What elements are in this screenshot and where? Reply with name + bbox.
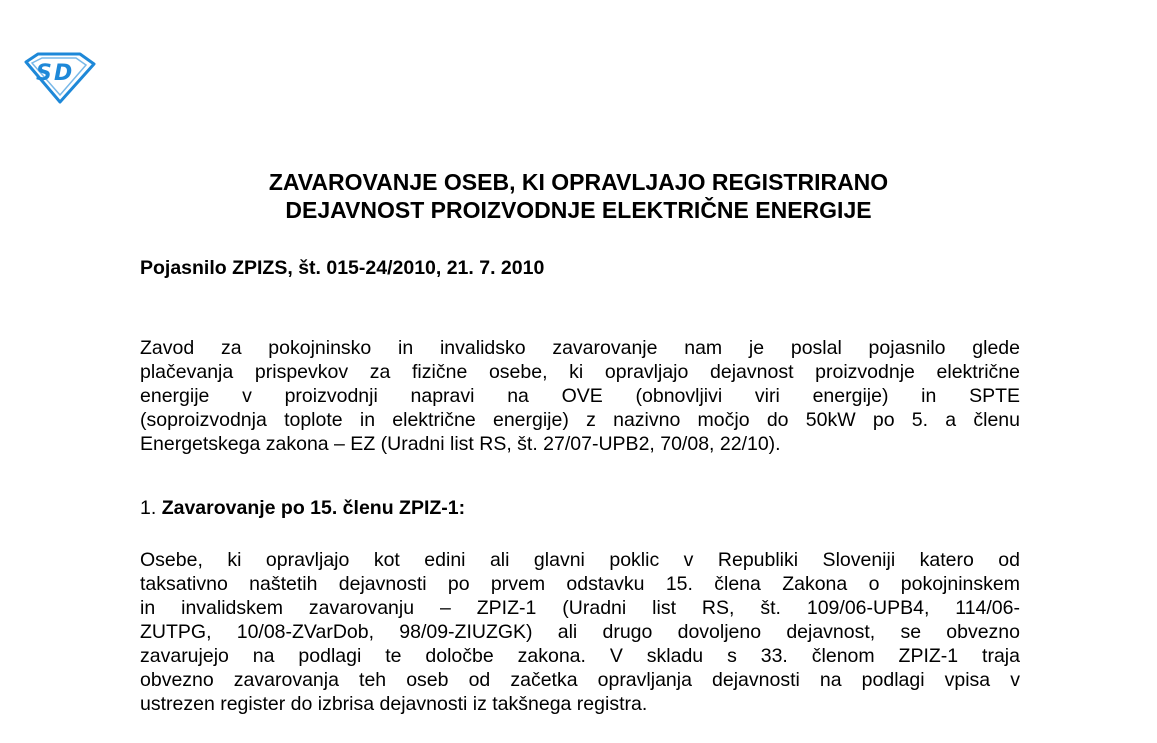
section-number: 1. (140, 497, 157, 519)
paragraph-line: Energetskega zakona – EZ (Uradni list RS, št. 27/07-UPB2, 70/08, 22/10). (140, 433, 781, 455)
paragraph-line: Osebe, ki opravljajo kot edini ali glavni poklic v Republiki Sloveniji katero od (140, 549, 1020, 571)
title-line-1: ZAVAROVANJE OSEB, KI OPRAVLJAJO REGISTRIRANO (268, 169, 889, 195)
paragraph-line: energije v proizvodnji napravi na OVE (obnovljivi viri energije) in SPTE (140, 385, 1020, 407)
title-line-2: DEJAVNOST PROIZVODNJE ELEKTRIČNE ENERGIJE (285, 197, 872, 223)
paragraph-line: (soproizvodnja toplote in električne energije) z nazivno močjo do 50kW po 5. a členu (140, 409, 1020, 431)
section-heading (140, 496, 465, 520)
paragraph-line: ustrezen register do izbrisa dejavnosti iz takšnega registra. (140, 693, 648, 715)
paragraph-intro (140, 336, 1020, 456)
paragraph-line: Zavod za pokojninsko in invalidsko zavarovanje nam je poslal pojasnilo glede (140, 337, 1020, 359)
document-reference: Pojasnilo ZPIZS, št. 015-24/2010, 21. 7. 2010 (140, 257, 545, 279)
paragraph-line: in invalidskem zavarovanju – ZPIZ-1 (Uradni list RS, št. 109/06-UPB4, 114/06- (140, 597, 1020, 619)
section-title: Zavarovanje po 15. členu ZPIZ-1: (161, 497, 466, 519)
svg-text:D: D (54, 61, 73, 86)
paragraph-section-1 (140, 548, 1020, 716)
document-title (0, 168, 1157, 224)
paragraph-line: taksativno naštetih dejavnosti po prvem odstavku 15. člena Zakona o pokojninskem (140, 573, 1020, 595)
paragraph-line: plačevanja prispevkov za fizične osebe, ki opravljajo dejavnost proizvodnje električne (140, 361, 1020, 383)
paragraph-line: ZUTPG, 10/08-ZVarDob, 98/09-ZIUZGK) ali drugo dovoljeno dejavnost, se obvezno (140, 621, 1020, 643)
sd-logo (22, 50, 96, 104)
paragraph-line: zavarujejo na podlagi te določbe zakona. V skladu s 33. členom ZPIZ-1 traja (140, 645, 1020, 667)
paragraph-line: obvezno zavarovanja teh oseb od začetka opravljanja dejavnosti na podlagi vpisa v (140, 669, 1020, 691)
svg-text:S: S (36, 61, 52, 86)
